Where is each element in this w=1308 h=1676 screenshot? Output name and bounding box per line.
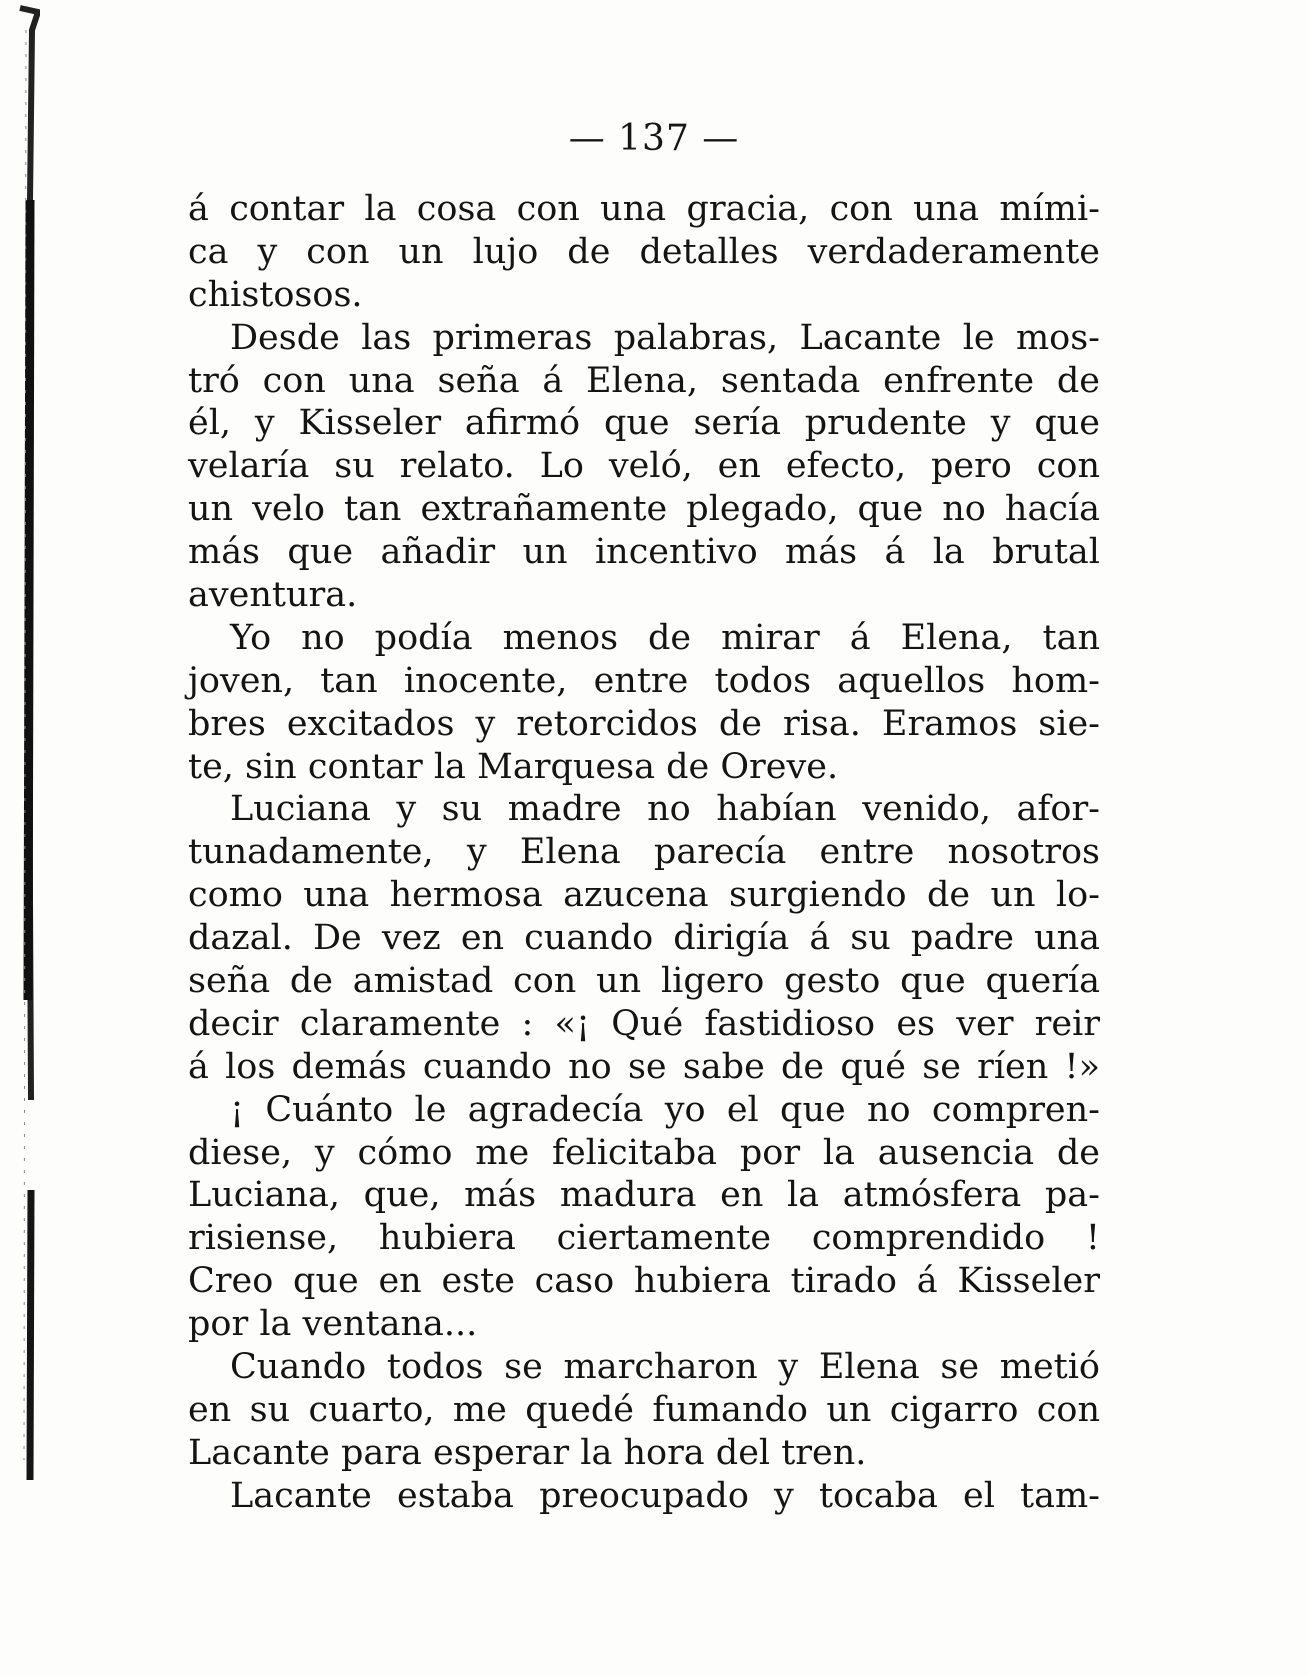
- text-line: Cuando todos se marcharon y Elena se metió: [230, 1347, 1100, 1388]
- text-line: seña de amistad con un ligero gesto que quería: [188, 961, 1100, 1002]
- body-text: [188, 188, 1100, 1518]
- text-line: diese, y cómo me felicitaba por la ausencia de: [188, 1132, 1100, 1173]
- text-line: ¡ Cuánto le agradecía yo el que no compren-: [230, 1089, 1100, 1130]
- text-line: decir claramente : «¡ Qué fastidioso es ver reir: [188, 1003, 1100, 1044]
- text-line: como una hermosa azucena surgiendo de un lo-: [188, 875, 1100, 916]
- text-line: Yo no podía menos de mirar á Elena, tan: [230, 617, 1100, 658]
- text-line: Luciana, que, más madura en la atmósfera pa-: [188, 1175, 1100, 1216]
- text-line: te, sin contar la Marquesa de Oreve.: [188, 746, 839, 787]
- text-line: Lacante estaba preocupado y tocaba el tam-: [230, 1475, 1100, 1516]
- text-line: velaría su relato. Lo veló, en efecto, pero con: [188, 446, 1100, 487]
- text-line: aventura.: [188, 575, 358, 616]
- text-line: más que añadir un incentivo más á la brutal: [188, 532, 1100, 573]
- text-line: por la ventana...: [188, 1304, 478, 1345]
- text-line: Luciana y su madre no habían venido, afor-: [230, 789, 1100, 830]
- text-line: tró con una seña á Elena, sentada enfrente de: [188, 360, 1100, 401]
- text-line: ca y con un lujo de detalles verdaderamente: [188, 231, 1100, 272]
- text-line: un velo tan extrañamente plegado, que no hacía: [188, 489, 1100, 530]
- text-line: Lacante para esperar la hora del tren.: [188, 1432, 867, 1473]
- text-line: chistosos.: [188, 274, 363, 315]
- page-number: — 137 —: [568, 118, 740, 159]
- text-line: dazal. De vez en cuando dirigía á su padre una: [188, 918, 1100, 959]
- text-line: tunadamente, y Elena parecía entre nosotros: [188, 832, 1100, 873]
- text-line: Creo que en este caso hubiera tirado á Kisseler: [188, 1261, 1100, 1302]
- text-line: Desde las primeras palabras, Lacante le mos-: [230, 317, 1100, 358]
- binding-edge-shadow: [18, 0, 40, 1676]
- text-line: risiense, hubiera ciertamente comprendido !: [188, 1218, 1100, 1259]
- text-line: bres excitados y retorcidos de risa. Eramos sie-: [188, 703, 1100, 744]
- text-line: en su cuarto, me quedé fumando un cigarro con: [188, 1389, 1100, 1430]
- text-line: él, y Kisseler afirmó que sería prudente y que: [188, 403, 1100, 444]
- text-line: á los demás cuando no se sabe de qué se ríen !»: [188, 1046, 1100, 1087]
- text-line: á contar la cosa con una gracia, con una mími-: [188, 189, 1100, 229]
- text-line: joven, tan inocente, entre todos aquellos hom-: [188, 660, 1100, 701]
